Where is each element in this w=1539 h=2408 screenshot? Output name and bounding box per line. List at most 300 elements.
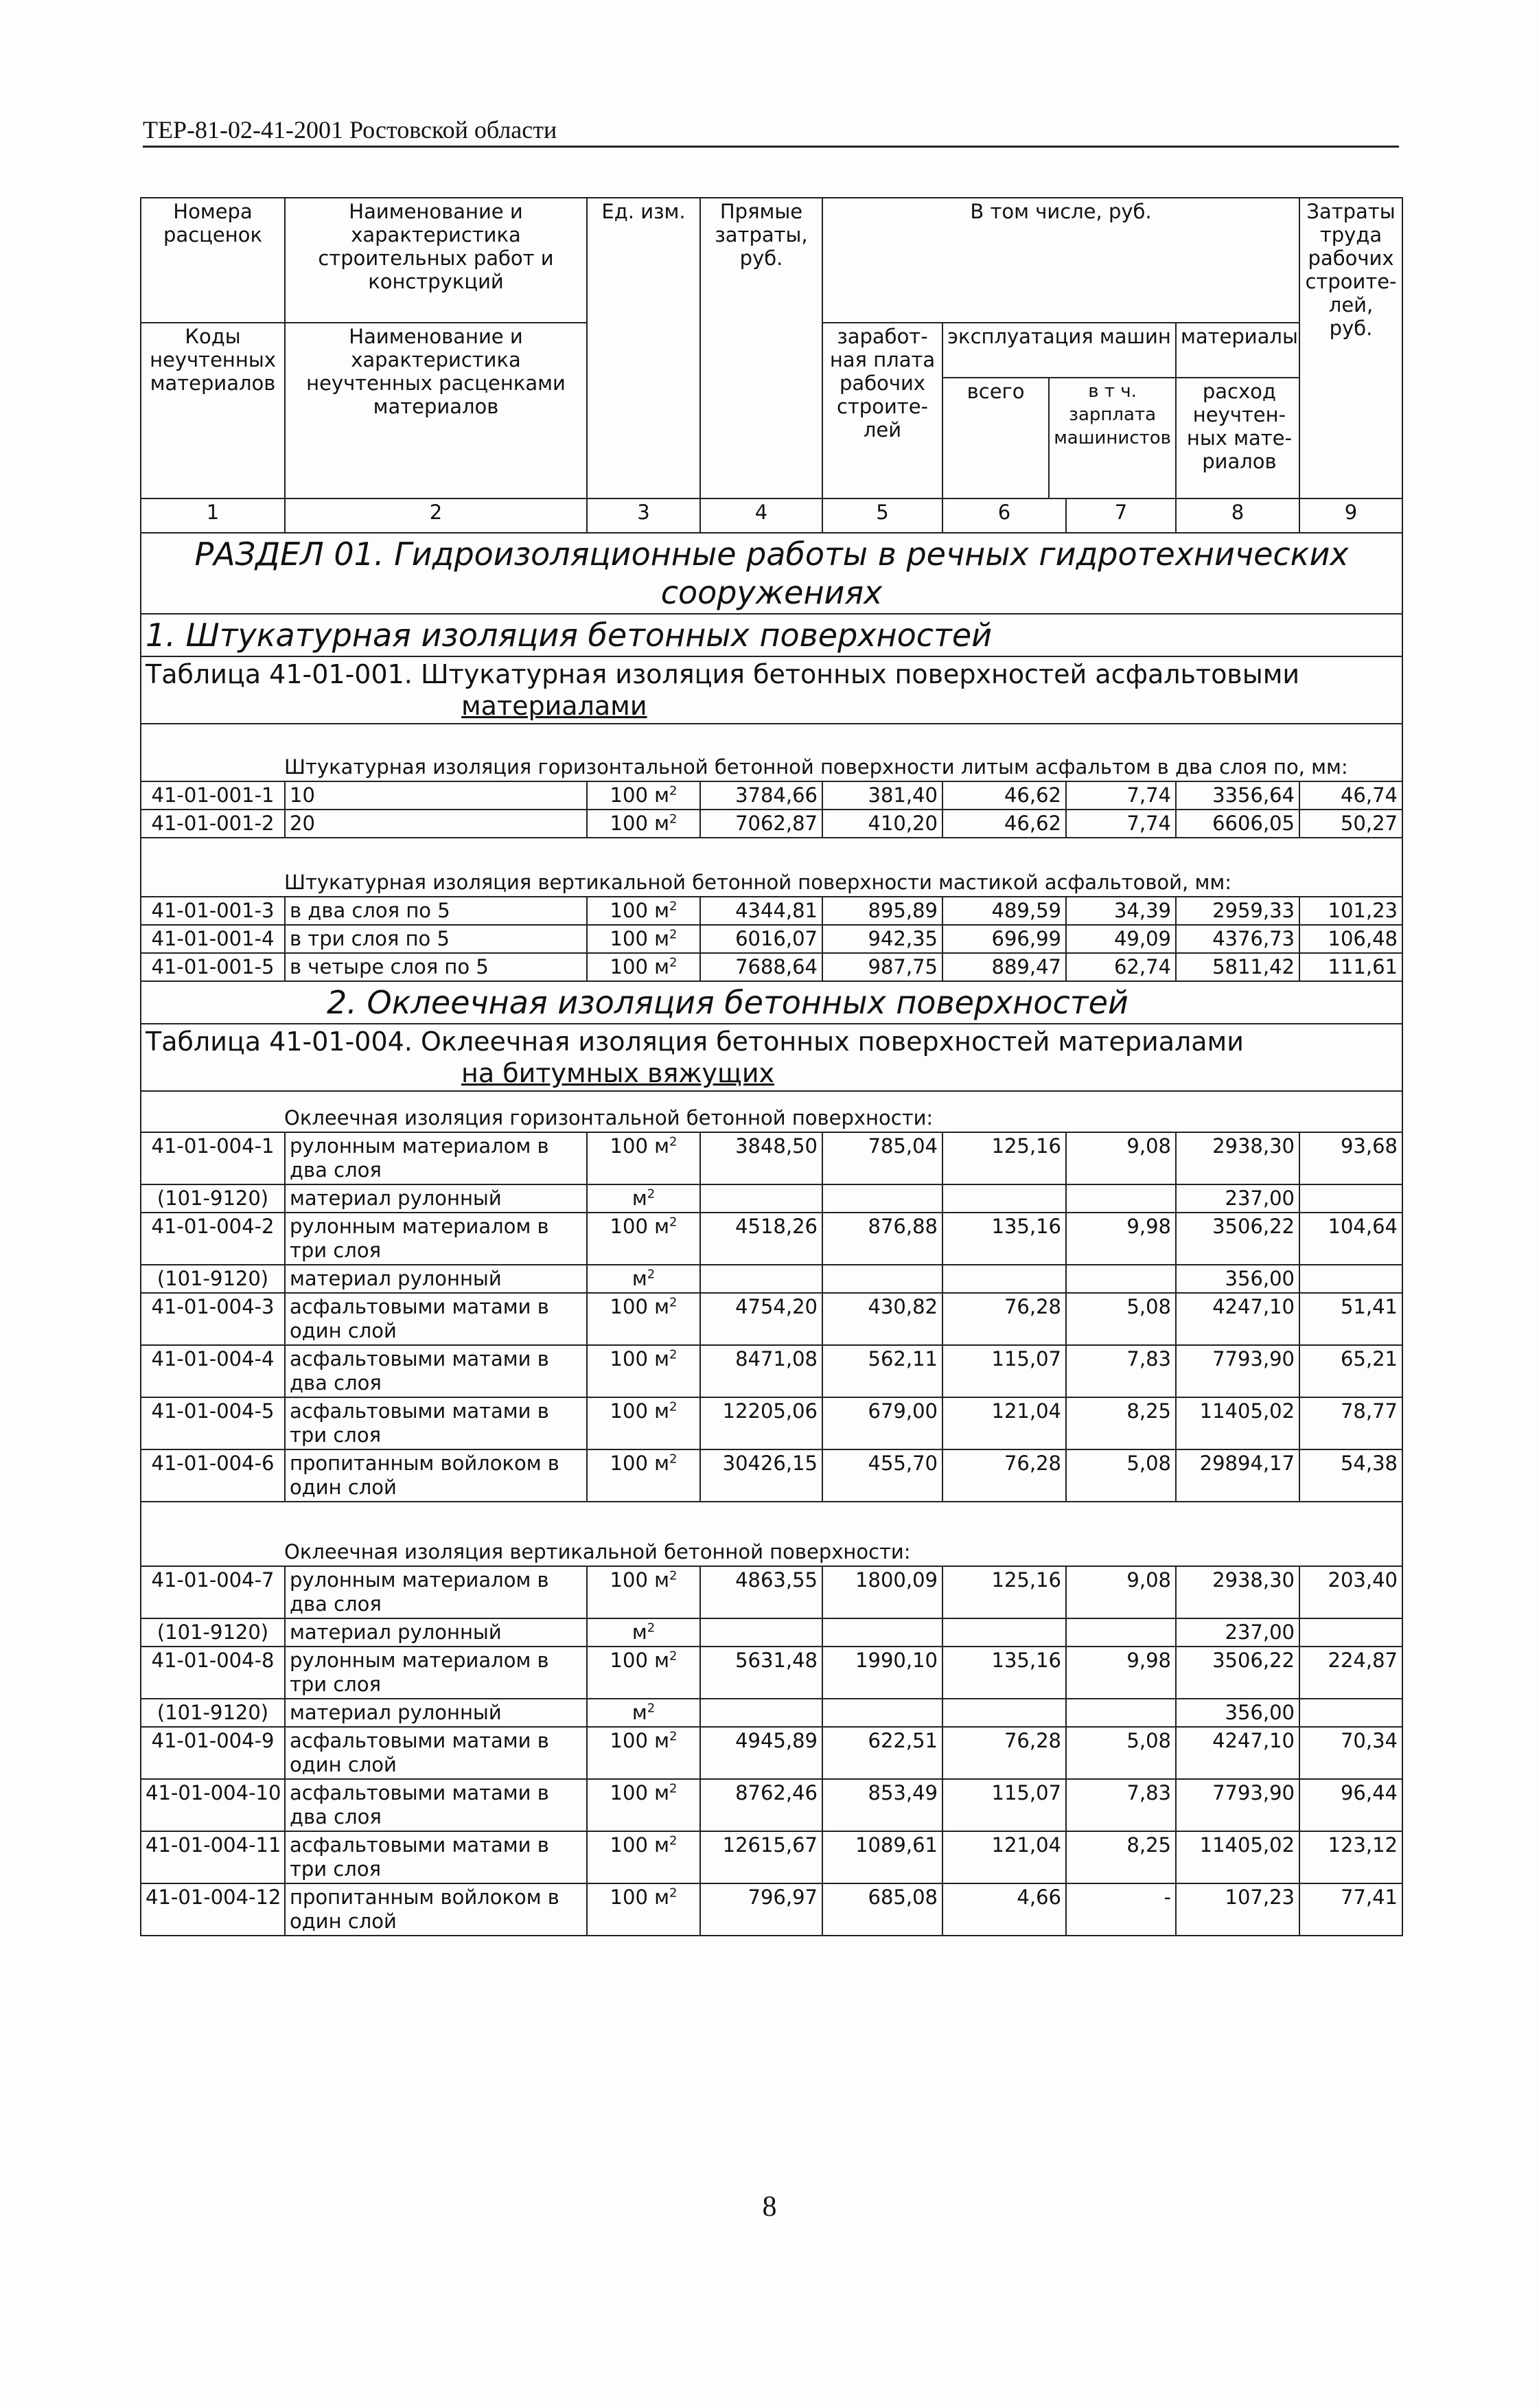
unit-value: 100 м xyxy=(610,1134,669,1158)
machines-total-value: 76,28 xyxy=(1004,1729,1061,1752)
unit-cell xyxy=(587,1265,700,1293)
labor-cost-cell xyxy=(1299,1265,1402,1293)
labor-cost-cell xyxy=(1299,781,1402,810)
table-row xyxy=(141,810,1402,838)
machinist-wage-value: 7,74 xyxy=(1126,812,1171,835)
machines-total-value: 76,28 xyxy=(1004,1295,1061,1318)
table-row xyxy=(141,1213,1402,1265)
col-unaccounted-materials-header: расход неучтен- ных мате- риалов xyxy=(1186,380,1292,473)
rate-code-cell xyxy=(141,1727,285,1779)
direct-cost-cell xyxy=(700,1699,822,1727)
column-number-6: 6 xyxy=(942,498,1066,533)
materials-cell xyxy=(1176,781,1299,810)
materials-value: 3356,64 xyxy=(1212,783,1295,807)
machinist-wage-cell xyxy=(1066,1345,1176,1397)
labor-cost-value: 106,48 xyxy=(1328,927,1398,950)
column-number-4: 4 xyxy=(700,498,822,533)
wage-cell xyxy=(822,1727,942,1779)
unit-value: м xyxy=(632,1620,647,1644)
machinist-wage-value: 7,74 xyxy=(1126,783,1171,807)
machines-total-value: 46,62 xyxy=(1004,812,1061,835)
rate-code-value: 41-01-004-3 xyxy=(151,1295,275,1318)
labor-cost-value: 93,68 xyxy=(1340,1134,1398,1158)
machinist-wage-value: 9,98 xyxy=(1126,1215,1171,1238)
labor-cost-value: 51,41 xyxy=(1340,1295,1398,1318)
table-row xyxy=(141,1449,1402,1502)
wage-cell xyxy=(822,810,942,838)
rate-code-value: 41-01-004-7 xyxy=(151,1568,275,1592)
machines-total-cell xyxy=(942,1449,1066,1502)
work-name-cell xyxy=(285,1618,587,1647)
rate-code-cell xyxy=(141,897,285,925)
materials-value: 5811,42 xyxy=(1212,955,1295,978)
unit-exponent: 2 xyxy=(669,1885,678,1901)
rate-code-value: 41-01-004-4 xyxy=(151,1347,275,1371)
labor-cost-cell xyxy=(1299,1699,1402,1727)
unit-cell xyxy=(587,1345,700,1397)
materials-value: 237,00 xyxy=(1225,1186,1295,1210)
machinist-wage-value: 5,08 xyxy=(1126,1452,1171,1475)
wage-value: 685,08 xyxy=(868,1885,938,1909)
work-name-cell xyxy=(285,781,587,810)
table-row xyxy=(141,781,1402,810)
work-name-cell xyxy=(285,1265,587,1293)
table-title-2-line1: Таблица 41-01-004. Оклеечная изоляция бетонных поверхностей материалами xyxy=(146,1027,1244,1057)
column-number-8: 8 xyxy=(1176,498,1299,533)
unit-value: м xyxy=(632,1267,647,1290)
unit-value: 100 м xyxy=(610,955,669,978)
materials-cell xyxy=(1176,1699,1299,1727)
table-row xyxy=(141,1132,1402,1184)
work-name-value: асфальтовыми матами в три слоя xyxy=(290,1833,549,1881)
work-name-value: асфальтовыми матами в два слоя xyxy=(290,1347,549,1395)
col-work-name-header: Наименование и характеристика строительных работ и конструкций xyxy=(285,198,587,323)
direct-cost-value: 7688,64 xyxy=(735,955,818,978)
labor-cost-cell xyxy=(1299,1647,1402,1699)
unit-exponent: 2 xyxy=(669,1215,678,1230)
col-machines-header: эксплуатация машин xyxy=(943,323,1175,378)
machinist-wage-cell xyxy=(1066,953,1176,981)
labor-cost-value: 78,77 xyxy=(1340,1399,1398,1423)
work-name-cell xyxy=(285,1132,587,1184)
column-number-1: 1 xyxy=(141,498,285,533)
work-name-value: рулонным материалом в три слоя xyxy=(290,1215,549,1262)
materials-value: 7793,90 xyxy=(1212,1347,1295,1371)
materials-value: 29894,17 xyxy=(1199,1452,1295,1475)
unit-exponent: 2 xyxy=(669,1452,678,1467)
labor-cost-cell xyxy=(1299,1345,1402,1397)
unit-cell xyxy=(587,781,700,810)
materials-value: 2938,30 xyxy=(1212,1568,1295,1592)
rate-code-cell xyxy=(141,1831,285,1883)
unit-exponent: 2 xyxy=(669,783,678,799)
unit-cell xyxy=(587,810,700,838)
col-wage-header: заработ- ная плата рабочих строите- лей xyxy=(822,323,942,498)
rate-code-value: (101-9120) xyxy=(157,1267,269,1290)
materials-cell xyxy=(1176,1345,1299,1397)
rate-code-value: 41-01-004-10 xyxy=(146,1781,281,1804)
machines-total-cell xyxy=(942,1345,1066,1397)
wage-cell xyxy=(822,897,942,925)
rate-code-cell xyxy=(141,1397,285,1449)
unit-value: 100 м xyxy=(610,1399,669,1423)
machines-total-cell xyxy=(942,1566,1066,1618)
unit-value: 100 м xyxy=(610,1347,669,1371)
wage-cell xyxy=(822,1618,942,1647)
labor-cost-value: 50,27 xyxy=(1340,812,1398,835)
wage-value: 987,75 xyxy=(868,955,938,978)
labor-cost-value: 123,12 xyxy=(1328,1833,1398,1857)
rate-code-value: 41-01-004-2 xyxy=(151,1215,275,1238)
unit-exponent: 2 xyxy=(669,1568,678,1583)
machinist-wage-value: 5,08 xyxy=(1126,1295,1171,1318)
table-row xyxy=(141,1779,1402,1831)
machines-total-cell xyxy=(942,1727,1066,1779)
direct-cost-cell xyxy=(700,1449,822,1502)
work-name-value: в два слоя по 5 xyxy=(290,899,450,922)
machines-total-value: 46,62 xyxy=(1004,783,1061,807)
direct-cost-value: 4863,55 xyxy=(735,1568,818,1592)
materials-value: 4376,73 xyxy=(1212,927,1295,950)
machines-total-value: 889,47 xyxy=(991,955,1061,978)
unit-exponent: 2 xyxy=(647,1186,656,1202)
direct-cost-cell xyxy=(700,810,822,838)
unit-cell xyxy=(587,1293,700,1345)
wage-cell xyxy=(822,1449,942,1502)
unit-exponent: 2 xyxy=(669,1347,678,1362)
unit-exponent: 2 xyxy=(647,1701,656,1716)
machinist-wage-value: 9,98 xyxy=(1126,1649,1171,1672)
direct-cost-cell xyxy=(700,1831,822,1883)
materials-cell xyxy=(1176,1265,1299,1293)
work-name-value: материал рулонный xyxy=(290,1186,502,1210)
work-name-cell xyxy=(285,1184,587,1213)
machines-total-value: 135,16 xyxy=(991,1215,1061,1238)
wage-value: 410,20 xyxy=(868,812,938,835)
work-name-cell xyxy=(285,1345,587,1397)
machines-total-value: 125,16 xyxy=(991,1568,1061,1592)
work-name-value: пропитанным войлоком в один слой xyxy=(290,1452,559,1499)
rate-code-cell xyxy=(141,1618,285,1647)
page-number: 8 xyxy=(762,2191,777,2223)
machinist-wage-value: 9,08 xyxy=(1126,1568,1171,1592)
rate-code-value: 41-01-004-12 xyxy=(146,1885,281,1909)
work-name-value: материал рулонный xyxy=(290,1620,502,1644)
labor-cost-value: 104,64 xyxy=(1328,1215,1398,1238)
table-title-1-line1: Таблица 41-01-001. Штукатурная изоляция бетонных поверхностей асфальтовыми xyxy=(146,659,1300,689)
materials-cell xyxy=(1176,810,1299,838)
labor-cost-value: 224,87 xyxy=(1328,1649,1398,1672)
table2-rows-group1 xyxy=(141,1132,1402,1502)
materials-cell xyxy=(1176,1397,1299,1449)
table-row xyxy=(141,1184,1402,1213)
rate-code-value: 41-01-004-11 xyxy=(146,1833,281,1857)
unit-value: 100 м xyxy=(610,1729,669,1752)
wage-value: 853,49 xyxy=(868,1781,938,1804)
unit-exponent: 2 xyxy=(669,1134,678,1149)
machinist-wage-value: 9,08 xyxy=(1126,1134,1171,1158)
machines-total-cell xyxy=(942,1132,1066,1184)
table-row xyxy=(141,1618,1402,1647)
machinist-wage-value: 8,25 xyxy=(1126,1833,1171,1857)
direct-cost-value: 3848,50 xyxy=(735,1134,818,1158)
labor-cost-cell xyxy=(1299,1831,1402,1883)
machines-total-cell xyxy=(942,897,1066,925)
direct-cost-value: 30426,15 xyxy=(722,1452,818,1475)
rate-code-cell xyxy=(141,1779,285,1831)
materials-cell xyxy=(1176,897,1299,925)
table-row xyxy=(141,1397,1402,1449)
table-row xyxy=(141,1699,1402,1727)
machines-total-cell xyxy=(942,1618,1066,1647)
machinist-wage-value: 7,83 xyxy=(1126,1347,1171,1371)
work-name-cell xyxy=(285,953,587,981)
wage-cell xyxy=(822,1831,942,1883)
unit-cell xyxy=(587,1727,700,1779)
materials-cell xyxy=(1176,1618,1299,1647)
machinist-wage-cell xyxy=(1066,1132,1176,1184)
rate-code-value: 41-01-004-6 xyxy=(151,1452,275,1475)
col-labor-header: Затраты труда рабочих строите- лей, руб. xyxy=(1299,198,1402,498)
machinist-wage-cell xyxy=(1066,1727,1176,1779)
machinist-wage-cell xyxy=(1066,1449,1176,1502)
direct-cost-cell xyxy=(700,1397,822,1449)
direct-cost-value: 12205,06 xyxy=(722,1399,818,1423)
document-header: ТЕР-81-02-41-2001 Ростовской области xyxy=(143,115,1399,148)
unit-cell xyxy=(587,1449,700,1502)
unit-value: 100 м xyxy=(610,927,669,950)
direct-cost-cell xyxy=(700,925,822,953)
machinist-wage-cell xyxy=(1066,1566,1176,1618)
work-name-cell xyxy=(285,1397,587,1449)
work-name-cell xyxy=(285,1883,587,1936)
table-title-1 xyxy=(141,656,1402,724)
direct-cost-cell xyxy=(700,1213,822,1265)
rate-code-value: 41-01-001-5 xyxy=(151,955,275,978)
unit-exponent: 2 xyxy=(669,1399,678,1414)
unit-exponent: 2 xyxy=(669,1649,678,1664)
machinist-wage-cell xyxy=(1066,1184,1176,1213)
table1-rows-group1 xyxy=(141,781,1402,838)
materials-value: 3506,22 xyxy=(1212,1649,1295,1672)
column-number-2: 2 xyxy=(285,498,587,533)
machines-total-cell xyxy=(942,925,1066,953)
unit-value: 100 м xyxy=(610,1781,669,1804)
machinist-wage-value: 34,39 xyxy=(1113,899,1171,922)
machines-total-cell xyxy=(942,1213,1066,1265)
wage-cell xyxy=(822,781,942,810)
work-name-cell xyxy=(285,1831,587,1883)
column-number-7: 7 xyxy=(1066,498,1176,533)
machinist-wage-value: 49,09 xyxy=(1113,927,1171,950)
work-name-cell xyxy=(285,1566,587,1618)
materials-value: 3506,22 xyxy=(1212,1215,1295,1238)
rates-table xyxy=(140,197,1403,1936)
direct-cost-cell xyxy=(700,897,822,925)
col-materials-group xyxy=(1176,323,1299,498)
direct-cost-value: 796,97 xyxy=(748,1885,818,1909)
machinist-wage-value: 5,08 xyxy=(1126,1729,1171,1752)
col-direct-cost-header: Прямые затраты, руб. xyxy=(700,198,822,498)
materials-value: 6606,05 xyxy=(1212,812,1295,835)
wage-cell xyxy=(822,1699,942,1727)
table-title-2 xyxy=(141,1024,1402,1091)
table-row xyxy=(141,953,1402,981)
rate-code-cell xyxy=(141,925,285,953)
rate-code-value: 41-01-001-1 xyxy=(151,783,275,807)
machinist-wage-cell xyxy=(1066,1647,1176,1699)
unit-exponent: 2 xyxy=(669,899,678,914)
unit-value: 100 м xyxy=(610,899,669,922)
materials-value: 237,00 xyxy=(1225,1620,1295,1644)
table-row xyxy=(141,1345,1402,1397)
direct-cost-value: 8471,08 xyxy=(735,1347,818,1371)
wage-value: 679,00 xyxy=(868,1399,938,1423)
wage-cell xyxy=(822,925,942,953)
table-row xyxy=(141,1727,1402,1779)
materials-cell xyxy=(1176,1132,1299,1184)
column-number-5: 5 xyxy=(822,498,942,533)
machinist-wage-cell xyxy=(1066,1618,1176,1647)
column-number-3: 3 xyxy=(587,498,700,533)
machines-total-value: 696,99 xyxy=(991,927,1061,950)
materials-value: 107,23 xyxy=(1225,1885,1295,1909)
rates-table-wrapper xyxy=(140,197,1403,1936)
machinist-wage-cell xyxy=(1066,1265,1176,1293)
rate-code-cell xyxy=(141,1184,285,1213)
wage-value: 622,51 xyxy=(868,1729,938,1752)
rate-code-cell xyxy=(141,1132,285,1184)
rate-code-value: 41-01-004-1 xyxy=(151,1134,275,1158)
labor-cost-cell xyxy=(1299,925,1402,953)
work-name-value: асфальтовыми матами в один слой xyxy=(290,1295,549,1342)
machines-total-cell xyxy=(942,1883,1066,1936)
materials-cell xyxy=(1176,1449,1299,1502)
section-title: РАЗДЕЛ 01. Гидроизоляционные работы в речных гидротехнических сооружениях xyxy=(141,533,1402,614)
wage-value: 455,70 xyxy=(868,1452,938,1475)
direct-cost-cell xyxy=(700,1727,822,1779)
rate-code-cell xyxy=(141,1265,285,1293)
materials-value: 4247,10 xyxy=(1212,1729,1295,1752)
materials-cell xyxy=(1176,1293,1299,1345)
wage-cell xyxy=(822,1345,942,1397)
col-rate-number-header: Номера расценок xyxy=(141,198,285,323)
unit-value: м xyxy=(632,1701,647,1724)
rate-code-value: 41-01-001-4 xyxy=(151,927,275,950)
direct-cost-value: 4344,81 xyxy=(735,899,818,922)
labor-cost-cell xyxy=(1299,1883,1402,1936)
unit-exponent: 2 xyxy=(669,927,678,942)
table-row xyxy=(141,1883,1402,1936)
labor-cost-cell xyxy=(1299,897,1402,925)
machinist-wage-value: 7,83 xyxy=(1126,1781,1171,1804)
machines-total-value: 489,59 xyxy=(991,899,1061,922)
materials-value: 2959,33 xyxy=(1212,899,1295,922)
wage-cell xyxy=(822,953,942,981)
materials-value: 356,00 xyxy=(1225,1701,1295,1724)
unit-value: 100 м xyxy=(610,1295,669,1318)
wage-value: 942,35 xyxy=(868,927,938,950)
unit-value: 100 м xyxy=(610,1568,669,1592)
machines-total-cell xyxy=(942,781,1066,810)
unit-cell xyxy=(587,1213,700,1265)
direct-cost-value: 4518,26 xyxy=(735,1215,818,1238)
unit-cell xyxy=(587,1618,700,1647)
table-row xyxy=(141,1647,1402,1699)
work-name-value: 20 xyxy=(290,812,315,835)
machinist-wage-cell xyxy=(1066,1397,1176,1449)
materials-cell xyxy=(1176,953,1299,981)
wage-cell xyxy=(822,1184,942,1213)
materials-value: 2938,30 xyxy=(1212,1134,1295,1158)
machinist-wage-cell xyxy=(1066,1213,1176,1265)
machines-total-cell xyxy=(942,1397,1066,1449)
table-row xyxy=(141,1566,1402,1618)
table-row xyxy=(141,897,1402,925)
rate-code-value: 41-01-001-3 xyxy=(151,899,275,922)
work-name-value: рулонным материалом в два слоя xyxy=(290,1134,549,1182)
table-row xyxy=(141,1831,1402,1883)
wage-value: 1800,09 xyxy=(855,1568,938,1592)
unit-cell xyxy=(587,1647,700,1699)
unit-cell xyxy=(587,925,700,953)
work-name-cell xyxy=(285,897,587,925)
wage-cell xyxy=(822,1293,942,1345)
machinist-wage-value: 62,74 xyxy=(1113,955,1171,978)
labor-cost-value: 101,23 xyxy=(1328,899,1398,922)
col-machines-group xyxy=(942,323,1176,498)
machinist-wage-cell xyxy=(1066,925,1176,953)
wage-cell xyxy=(822,1566,942,1618)
work-name-value: материал рулонный xyxy=(290,1267,502,1290)
rate-code-cell xyxy=(141,1293,285,1345)
rate-code-cell xyxy=(141,1345,285,1397)
col-machines-total-header: всего xyxy=(943,378,1049,498)
unit-exponent: 2 xyxy=(669,955,678,970)
work-name-cell xyxy=(285,1727,587,1779)
labor-cost-value: 46,74 xyxy=(1340,783,1398,807)
rate-code-value: (101-9120) xyxy=(157,1186,269,1210)
unit-cell xyxy=(587,1132,700,1184)
machines-total-value: 4,66 xyxy=(1017,1885,1061,1909)
rate-code-value: 41-01-001-2 xyxy=(151,812,275,835)
machines-total-cell xyxy=(942,1831,1066,1883)
unit-value: 100 м xyxy=(610,1215,669,1238)
rate-code-cell xyxy=(141,1647,285,1699)
labor-cost-value: 70,34 xyxy=(1340,1729,1398,1752)
wage-value: 1990,10 xyxy=(855,1649,938,1672)
wage-cell xyxy=(822,1213,942,1265)
direct-cost-cell xyxy=(700,1345,822,1397)
work-name-value: асфальтовыми матами в три слоя xyxy=(290,1399,549,1447)
machinist-wage-cell xyxy=(1066,1831,1176,1883)
direct-cost-cell xyxy=(700,1779,822,1831)
direct-cost-cell xyxy=(700,1132,822,1184)
col-unit-header: Ед. изм. xyxy=(587,198,700,498)
rate-code-value: 41-01-004-9 xyxy=(151,1729,275,1752)
group-heading-2-1: Оклеечная изоляция горизонтальной бетонной поверхности: xyxy=(141,1091,1402,1132)
machines-total-value: 125,16 xyxy=(991,1134,1061,1158)
unit-cell xyxy=(587,953,700,981)
direct-cost-cell xyxy=(700,953,822,981)
machinist-wage-cell xyxy=(1066,1779,1176,1831)
direct-cost-cell xyxy=(700,1566,822,1618)
unit-exponent: 2 xyxy=(669,1781,678,1796)
unit-exponent: 2 xyxy=(647,1620,656,1636)
direct-cost-cell xyxy=(700,1184,822,1213)
unit-cell xyxy=(587,1883,700,1936)
direct-cost-cell xyxy=(700,1265,822,1293)
